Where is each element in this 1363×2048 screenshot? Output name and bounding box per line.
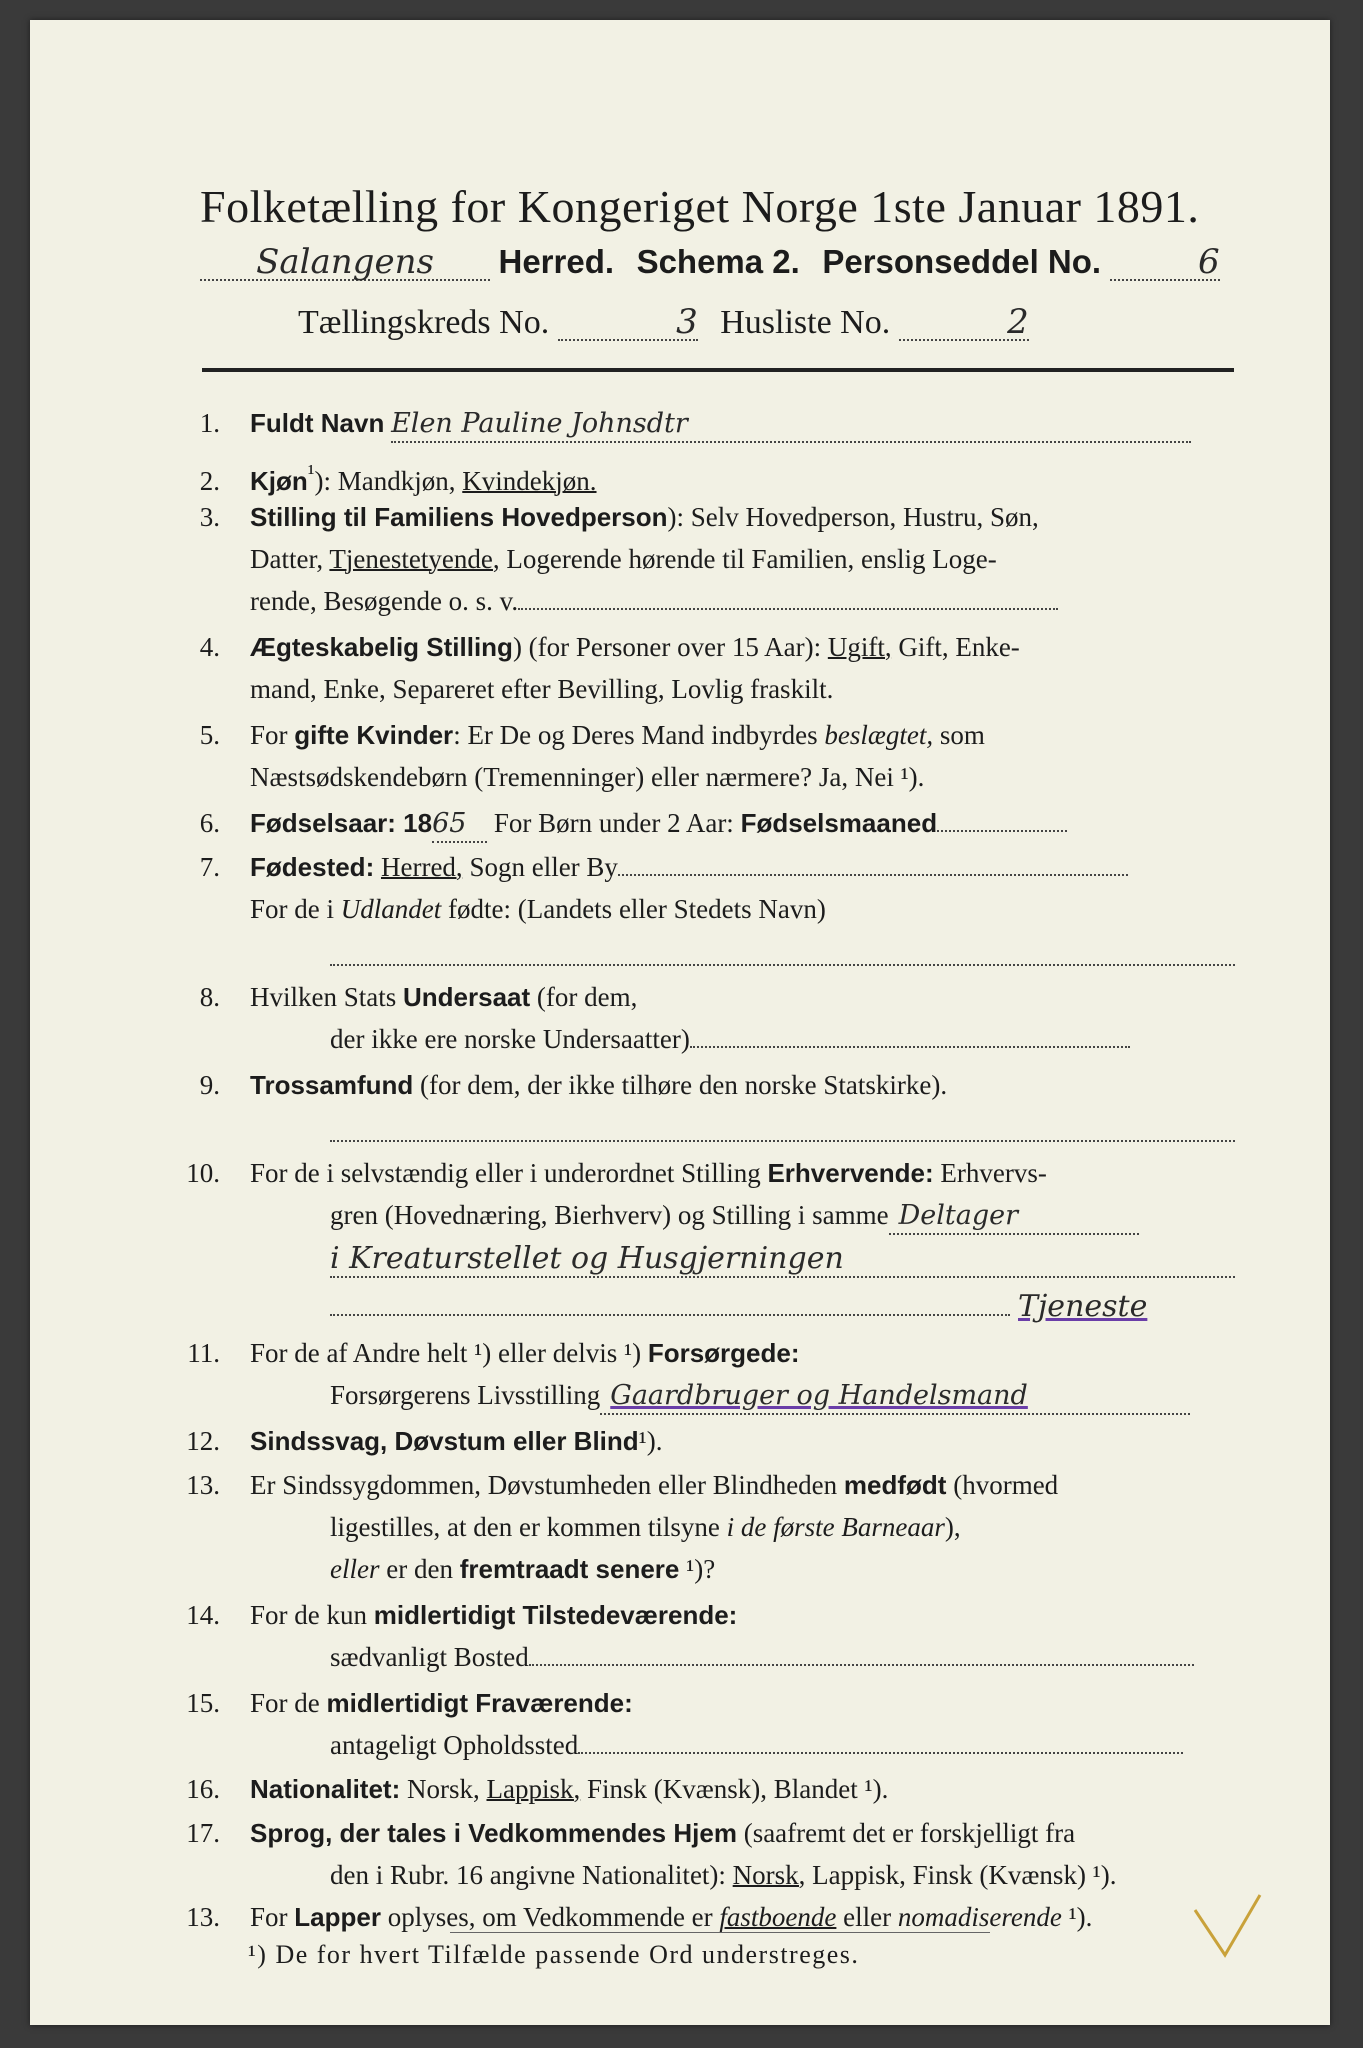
question-14 [170, 1598, 737, 1632]
question-2 [170, 456, 597, 498]
q13-line2b: ), [944, 1512, 961, 1542]
q5-number: 5. [199, 720, 220, 750]
q14-line-2 [330, 1640, 1194, 1674]
q10-line2: gren (Hovednæring, Bierhverv) og Stilling i samme [330, 1200, 889, 1230]
q5-line1a: : Er De og Deres Mand indbyrdes [453, 720, 825, 750]
question-15 [170, 1686, 633, 1720]
q3-line-3 [250, 584, 1058, 618]
q10-value-3: Tjeneste [1018, 1289, 1148, 1324]
q3-selected: Tjenestetyende, [329, 544, 500, 574]
q5-line-2 [250, 760, 924, 794]
q7-line2b: fødte: (Landets eller Stedets Navn) [441, 894, 826, 924]
q12-number: 12. [186, 1426, 220, 1456]
personseddel-label: Personseddel No. [822, 243, 1102, 280]
question-3 [170, 500, 1039, 534]
q16-a: Norsk, [400, 1774, 487, 1804]
q7-rest: Sogn eller By [462, 852, 618, 882]
question-9 [170, 1068, 947, 1102]
q16-b: Finsk (Kvænsk), Blandet ¹). [580, 1774, 889, 1804]
header-row-1 [200, 242, 1220, 282]
q1-number: 1. [199, 408, 220, 438]
q6-label: Fødselsaar: 18 [250, 808, 433, 838]
q6-value: 65 [432, 807, 487, 843]
q13-line3a: er den [379, 1554, 460, 1584]
q4-label: Ægteskabelig Stilling [250, 632, 513, 662]
q7-number: 7. [199, 852, 220, 882]
q8-line1c: (for dem, [530, 982, 638, 1012]
q2-number: 2. [199, 466, 220, 496]
q10-line1c: Erhvervs- [933, 1158, 1047, 1188]
q7-line-2 [250, 892, 826, 926]
q11-line-2 [330, 1378, 1190, 1415]
q3-line3: rende, Besøgende o. s. v. [250, 586, 519, 616]
q9-number: 9. [199, 1070, 220, 1100]
question-12 [170, 1424, 663, 1458]
q7-italic: Udlandet [340, 894, 442, 924]
q17-line2b: Lappisk, Finsk (Kvænsk) ¹). [805, 1860, 1117, 1890]
question-11 [170, 1336, 800, 1370]
schema-label: Schema 2. [636, 243, 800, 280]
q8-line-2 [330, 1022, 1130, 1056]
q6-number: 6. [199, 808, 220, 838]
q14-label: midlertidigt Tilstedeværende: [373, 1600, 738, 1630]
question-16 [170, 1772, 888, 1806]
q4-line1a: ) (for Personer over 15 Aar): [512, 632, 828, 662]
question-5 [170, 718, 985, 752]
q3-line2a: Datter, [250, 544, 330, 574]
q7-line-3 [330, 940, 1235, 974]
q12-rest: ¹). [638, 1426, 663, 1456]
q13-italic: i de første Barneaar [726, 1512, 945, 1542]
q13-line1a: Er Sindssygdommen, Døvstumheden eller Blindheden [250, 1470, 844, 1500]
q4-line1b: Gift, Enke- [891, 632, 1020, 662]
husliste-value: 2 [899, 305, 1029, 341]
husliste-label: Husliste No. [720, 304, 891, 341]
header-row-2 [298, 302, 1029, 342]
q9-label: Trossamfund [250, 1070, 414, 1100]
q13-line3-bold: fremtraadt senere [459, 1554, 680, 1584]
q2-label: Kjøn [250, 466, 308, 496]
herred-label: Herred. [498, 243, 615, 280]
q3-line1: ): Selv Hovedperson, Hustru, Søn, [667, 502, 1039, 532]
q16-label: Nationalitet: [250, 1774, 401, 1804]
question-8 [170, 980, 637, 1014]
q14-line1a: For de kun [250, 1600, 374, 1630]
q17-number: 17. [186, 1818, 220, 1848]
q18-selected: fastboende [719, 1902, 837, 1932]
q3-line-2 [250, 542, 997, 576]
q8-line1a: Hvilken Stats [250, 982, 403, 1012]
q13-line1c: (hvormed [946, 1470, 1059, 1500]
q2-selected: Kvindekjøn. [462, 466, 597, 496]
q17-selected: Norsk, [732, 1860, 806, 1890]
q10-number: 10. [186, 1158, 220, 1188]
q18-label: Lapper [294, 1902, 381, 1932]
question-13 [170, 1468, 1058, 1502]
q15-label: midlertidigt Fraværende: [326, 1688, 633, 1718]
question-1 [170, 406, 1191, 443]
q10-label: Erhvervende: [767, 1158, 934, 1188]
q11-value: Gaardbruger og Handelsmand [600, 1379, 1190, 1415]
q7-line2a: For de i [250, 894, 341, 924]
q14-number: 14. [186, 1600, 220, 1630]
form-title: Folketælling for Kongeriget Norge 1ste Januar 1891. [200, 181, 1200, 232]
q13-line-3 [330, 1552, 715, 1586]
question-10 [170, 1156, 1047, 1190]
q11-number: 11. [187, 1338, 220, 1368]
q5-line1b: som [933, 720, 985, 750]
q17-line-2 [330, 1858, 1117, 1892]
q2-text: ): Mandkjøn, [314, 466, 463, 496]
q7-selected: Herred, [380, 852, 463, 882]
q10-line1a: For de i selvstændig eller i underordnet Stilling [250, 1158, 768, 1188]
question-4 [170, 630, 1020, 664]
q18-a: For [250, 1902, 295, 1932]
footnote: ¹) De for hvert Tilfælde passende Ord understreges. [248, 1940, 860, 1969]
q18-c: eller [836, 1902, 898, 1932]
q17-line2a: den i Rubr. 16 angivne Nationalitet): [330, 1860, 733, 1890]
checkmark-icon [1190, 1890, 1270, 1970]
q3-label: Stilling til Familiens Hovedperson [250, 502, 668, 532]
q10-value-1: Deltager [889, 1199, 1139, 1235]
q6-mid: For Børn under 2 Aar: [487, 808, 741, 838]
q18-d: ¹). [1061, 1902, 1093, 1932]
q18-b: oplyses, om Vedkommende er [380, 1902, 720, 1932]
question-17 [170, 1816, 1075, 1850]
q14-line2: sædvanligt Bosted [330, 1642, 529, 1672]
q13-number: 13. [186, 1470, 220, 1500]
q11-label: Forsørgede: [647, 1338, 800, 1368]
question-6 [170, 806, 1067, 843]
q8-number: 8. [199, 982, 220, 1012]
q10-line-2 [330, 1198, 1139, 1235]
q5-label-b: gifte Kvinder [294, 720, 454, 750]
q3-number: 3. [199, 502, 220, 532]
q6-label2: Fødselsmaaned [740, 808, 938, 838]
q11-line1a: For de af Andre helt ¹) eller delvis ¹) [250, 1338, 648, 1368]
header-divider [202, 368, 1234, 372]
q18-number: 13. [186, 1902, 220, 1932]
q10-value-2: i Kreaturstellet og Husgjerningen [330, 1242, 1235, 1278]
census-form-page [30, 20, 1330, 2025]
q1-value: Elen Pauline Johnsdtr [391, 407, 1191, 443]
q12-label: Sindssvag, Døvstum eller Blind [250, 1426, 639, 1456]
q9-rest: (for dem, der ikke tilhøre den norske Statskirke). [413, 1070, 948, 1100]
q10-line-3 [330, 1242, 1235, 1278]
q7-label: Fødested: [250, 852, 375, 882]
q15-line1a: For de [250, 1688, 327, 1718]
q1-label: Fuldt Navn [250, 408, 385, 438]
q4-line-2 [250, 672, 833, 706]
q15-number: 15. [186, 1688, 220, 1718]
q16-number: 16. [186, 1774, 220, 1804]
q13-line-2 [330, 1510, 961, 1544]
q4-line2: mand, Enke, Separeret efter Bevilling, Lovlig fraskilt. [250, 674, 834, 704]
q8-label: Undersaat [403, 982, 531, 1012]
q13-line3-italic: eller [330, 1554, 380, 1584]
q13-line2a: ligestilles, at den er kommen tilsyne [330, 1512, 727, 1542]
q8-line2: der ikke ere norske Undersaatter) [330, 1024, 690, 1054]
q13-label: medfødt [843, 1470, 947, 1500]
q17-label: Sprog, der tales i Vedkommendes Hjem [250, 1818, 737, 1848]
q5-label-a: For [250, 720, 295, 750]
q5-italic: beslægtet, [824, 720, 934, 750]
q17-line1: (saafremt det er forskjelligt fra [736, 1818, 1076, 1848]
q16-selected: Lappisk, [486, 1774, 581, 1804]
kreds-value: 3 [558, 305, 698, 341]
question-7 [170, 850, 1128, 884]
question-18 [170, 1900, 1092, 1934]
q15-line2: antageligt Opholdssted [330, 1730, 579, 1760]
personseddel-value: 6 [1110, 245, 1220, 281]
q4-selected: Ugift, [827, 632, 892, 662]
q15-line-2 [330, 1728, 1183, 1762]
herred-value: Salangens [200, 245, 490, 281]
q18-italic-2: nomadiserende [897, 1902, 1062, 1932]
q5-line2: Næstsødskendebørn (Tremenninger) eller nærmere? Ja, Nei ¹). [250, 762, 925, 792]
q3-line2b: Logerende hørende til Familien, enslig Loge- [499, 544, 997, 574]
q2-sup: ¹ [307, 460, 315, 485]
q11-line2: Forsørgerens Livsstilling [330, 1380, 601, 1410]
q4-number: 4. [199, 632, 220, 662]
footnote-divider [450, 1932, 990, 1933]
q10-line-4 [330, 1290, 1147, 1324]
kreds-label: Tællingskreds No. [298, 304, 550, 341]
q9-line-2 [330, 1116, 1235, 1150]
q13-line3c: ¹)? [679, 1554, 716, 1584]
